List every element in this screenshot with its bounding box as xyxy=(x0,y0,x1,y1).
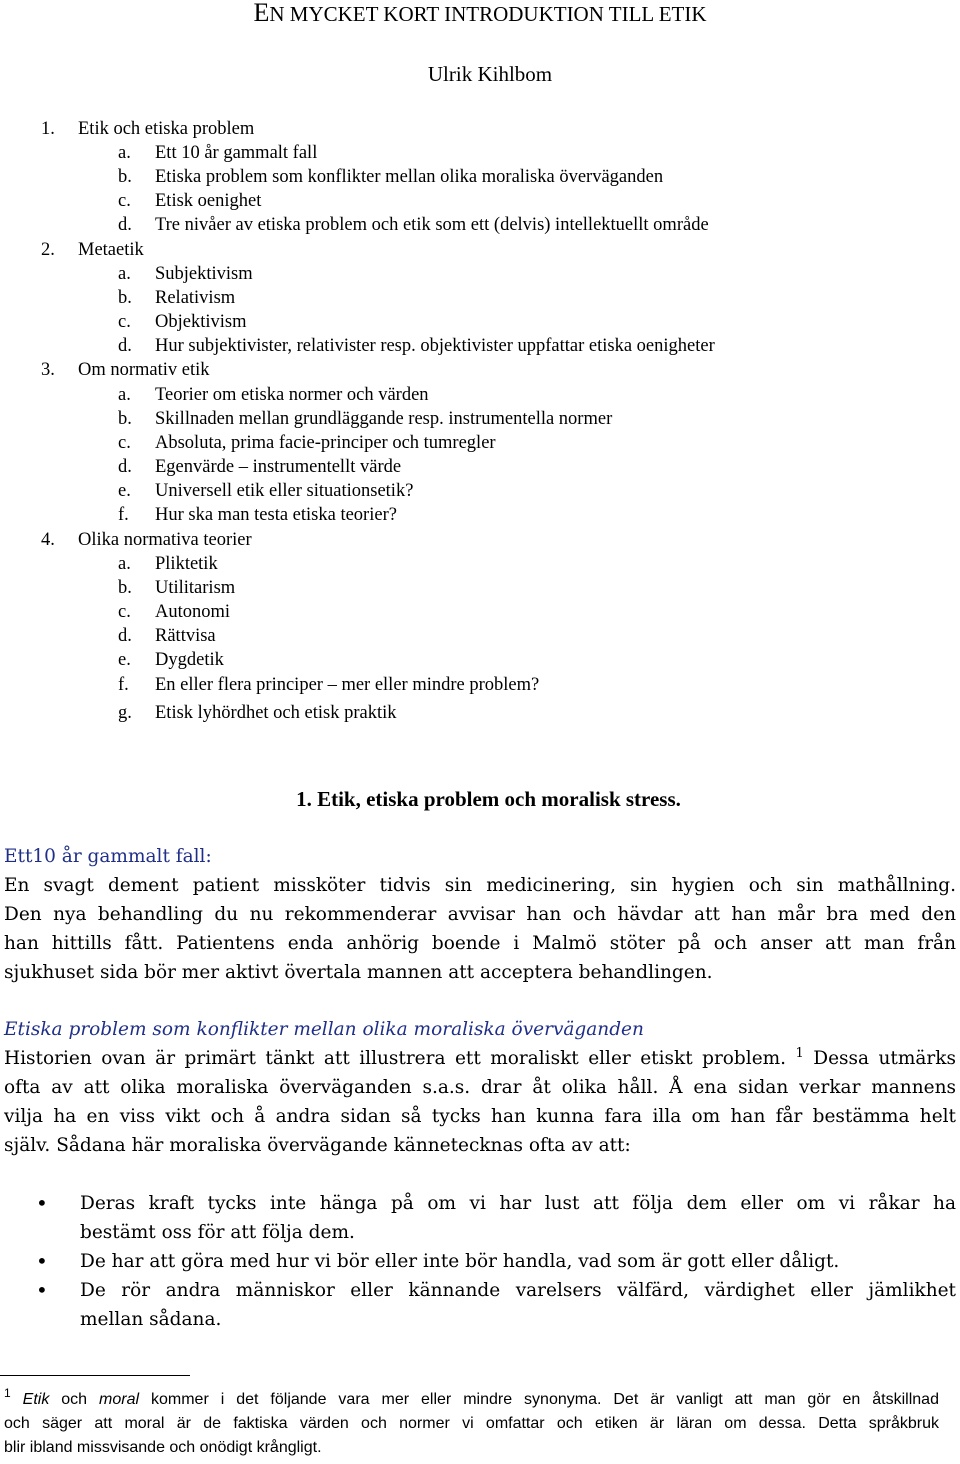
toc-letter: f. xyxy=(118,675,129,695)
bullet-symbol: • xyxy=(36,1191,48,1215)
toc-letter: c. xyxy=(118,433,131,453)
toc-item xyxy=(118,577,235,599)
toc-letter: f. xyxy=(118,505,129,525)
footnote xyxy=(4,1388,939,1460)
toc-letter: b. xyxy=(118,288,132,308)
toc-letter: e. xyxy=(118,481,131,501)
toc-item xyxy=(118,432,496,454)
conflict-line xyxy=(4,1044,956,1073)
toc-item xyxy=(118,214,709,236)
toc-text: En eller flera principer – mer eller mindre problem? xyxy=(155,675,540,695)
toc-item xyxy=(118,190,261,212)
toc-letter: a. xyxy=(118,385,131,405)
toc-letter: b. xyxy=(118,409,132,429)
case-block xyxy=(4,842,956,987)
bullet-symbol: • xyxy=(36,1249,48,1273)
bullet-line: De rör andra människor eller kännande varelsers välfärd, värdighet eller jämlikhet xyxy=(80,1280,956,1301)
toc-text: Dygdetik xyxy=(155,650,224,670)
toc-section-4 xyxy=(41,529,252,551)
toc-item xyxy=(118,408,612,430)
toc-letter: c. xyxy=(118,191,131,211)
footnote-line xyxy=(4,1388,939,1412)
toc-item xyxy=(118,553,218,575)
conflict-line: själv. Sådana här moraliska övervägande kännetecknas ofta av att: xyxy=(4,1135,631,1156)
bullet-text xyxy=(80,1247,956,1276)
toc-text: Autonomi xyxy=(155,602,231,622)
toc-number: 4. xyxy=(41,530,55,550)
case-heading: Ett10 år gammalt fall: xyxy=(4,846,212,867)
footnote-divider xyxy=(0,1375,190,1376)
toc-letter: d. xyxy=(118,215,132,235)
toc-text: Egenvärde – instrumentellt värde xyxy=(155,457,402,477)
case-line: han hittills fått. Patientens enda anhörig boende i Malmö stöter på och anser att man från xyxy=(4,933,956,954)
toc-text: Ett 10 år gammalt fall xyxy=(155,143,318,163)
toc-text: Etik och etiska problem xyxy=(78,119,255,139)
toc-text: Hur ska man testa etiska teorier? xyxy=(155,505,397,525)
case-line: En svagt dement patient missköter tidvis sin medicinering, sin hygien och sin mathållning. xyxy=(4,875,956,896)
footnote-reference[interactable]: 1 xyxy=(795,1046,804,1061)
toc-text: Pliktetik xyxy=(155,554,218,574)
toc-text: Om normativ etik xyxy=(78,360,210,380)
document-title xyxy=(0,0,960,29)
toc-text: Metaetik xyxy=(78,240,144,260)
footnote-word: och xyxy=(61,1391,88,1408)
toc-letter: a. xyxy=(118,264,131,284)
toc-text: Tre nivåer av etiska problem och etik som ett (delvis) intellektuellt område xyxy=(155,215,709,235)
toc-text: Objektivism xyxy=(155,312,247,332)
toc-text: Hur subjektivister, relativister resp. objektivister uppfattar etiska oenigheter xyxy=(155,336,715,356)
title-initial: E xyxy=(253,0,270,27)
toc-item xyxy=(118,674,539,696)
conflict-line: vilja ha en viss vikt och å andra sidan så tycks han kunna fara illa om han får bestämma helt xyxy=(4,1106,956,1127)
toc-item xyxy=(118,311,246,333)
toc-text: Etisk lyhördhet och etisk praktik xyxy=(155,703,397,723)
toc-item xyxy=(118,480,413,502)
footnote-term: moral xyxy=(99,1391,140,1408)
conflict-text: Dessa utmärks xyxy=(813,1048,956,1069)
author-name: Ulrik Kihlbom xyxy=(427,62,553,86)
toc-letter: d. xyxy=(118,336,132,356)
toc-item xyxy=(118,166,663,188)
toc-text: Utilitarism xyxy=(155,578,236,598)
toc-text: Relativism xyxy=(155,288,236,308)
toc-text: Subjektivism xyxy=(155,264,253,284)
bullet-line: mellan sådana. xyxy=(80,1309,222,1330)
toc-text: Absoluta, prima facie-principer och tumregler xyxy=(155,433,496,453)
toc-letter: b. xyxy=(118,167,132,187)
case-line: sjukhuset sida bör mer aktivt övertala mannen att acceptera behandlingen. xyxy=(4,962,713,983)
toc-text: Rättvisa xyxy=(155,626,216,646)
toc-item xyxy=(118,601,230,623)
bullet-line: Deras kraft tycks inte hänga på om vi har lust att följa dem eller om vi råkar ha xyxy=(80,1193,956,1214)
toc-letter: a. xyxy=(118,554,131,574)
bullet-list xyxy=(0,1189,960,1339)
toc-item xyxy=(118,142,317,164)
toc-number: 1. xyxy=(41,119,55,139)
conflict-heading: Etiska problem som konflikter mellan olika moraliska överväganden xyxy=(4,1019,644,1040)
toc-item xyxy=(118,649,224,671)
footnote-number: 1 xyxy=(4,1386,11,1400)
toc-item xyxy=(118,287,235,309)
toc-text: Teorier om etiska normer och värden xyxy=(155,385,429,405)
toc-number: 3. xyxy=(41,360,55,380)
footnote-line: och säger att moral är de faktiska värden och normer vi omfattar och etiken är läran om dessa. Detta språkbruk xyxy=(4,1415,939,1432)
footnote-text: kommer i det följande vara mer eller mindre synonyma. Det är vanligt att man gör en åtskillnad xyxy=(150,1391,939,1408)
toc-letter: c. xyxy=(118,312,131,332)
toc-letter: c. xyxy=(118,602,131,622)
footnote-line: blir ibland missvisande och onödigt krångligt. xyxy=(4,1439,322,1456)
toc-item xyxy=(118,384,429,406)
toc-letter: d. xyxy=(118,626,132,646)
toc-item xyxy=(118,335,715,357)
toc-text: Universell etik eller situationsetik? xyxy=(155,481,414,501)
toc-number: 2. xyxy=(41,240,55,260)
toc-item xyxy=(118,263,253,285)
case-line: Den nya behandling du nu rekommenderar avvisar han och hävdar att han mår bra med den xyxy=(4,904,956,925)
title-rest: N MYCKET KORT INTRODUKTION TILL ETIK xyxy=(269,2,707,26)
toc-section-1 xyxy=(41,118,254,140)
toc-item xyxy=(118,456,401,478)
bullet-symbol: • xyxy=(36,1278,48,1302)
toc-text: Etisk oenighet xyxy=(155,191,262,211)
bullet-line: bestämt oss för att följa dem. xyxy=(80,1222,355,1243)
bullet-text xyxy=(80,1276,956,1334)
toc-text: Olika normativa teorier xyxy=(78,530,252,550)
toc-letter: e. xyxy=(118,650,131,670)
toc-letter: a. xyxy=(118,143,131,163)
toc-item xyxy=(118,625,216,647)
conflict-text: Historien ovan är primärt tänkt att illustrera ett moraliskt eller etiskt problem. xyxy=(4,1048,787,1069)
toc-item xyxy=(118,504,397,526)
toc-letter: g. xyxy=(118,703,132,723)
bullet-text xyxy=(80,1189,956,1247)
conflict-block xyxy=(4,1015,956,1160)
toc-section-2 xyxy=(41,239,144,261)
footnote-term: Etik xyxy=(22,1391,50,1408)
toc-section-3 xyxy=(41,359,210,381)
conflict-line: ofta av att olika moraliska överväganden s.a.s. drar åt olika håll. Å ena sidan verkar mannens xyxy=(4,1077,956,1098)
toc-text: Etiska problem som konflikter mellan olika moraliska överväganden xyxy=(155,167,664,187)
toc-letter: d. xyxy=(118,457,132,477)
bullet-line: De har att göra med hur vi bör eller inte bör handla, vad som är gott eller dåligt. xyxy=(80,1251,840,1272)
toc-item xyxy=(118,702,397,724)
toc-letter: b. xyxy=(118,578,132,598)
toc-text: Skillnaden mellan grundläggande resp. instrumentella normer xyxy=(155,409,613,429)
section-heading: 1. Etik, etiska problem och moralisk stress. xyxy=(296,787,681,811)
